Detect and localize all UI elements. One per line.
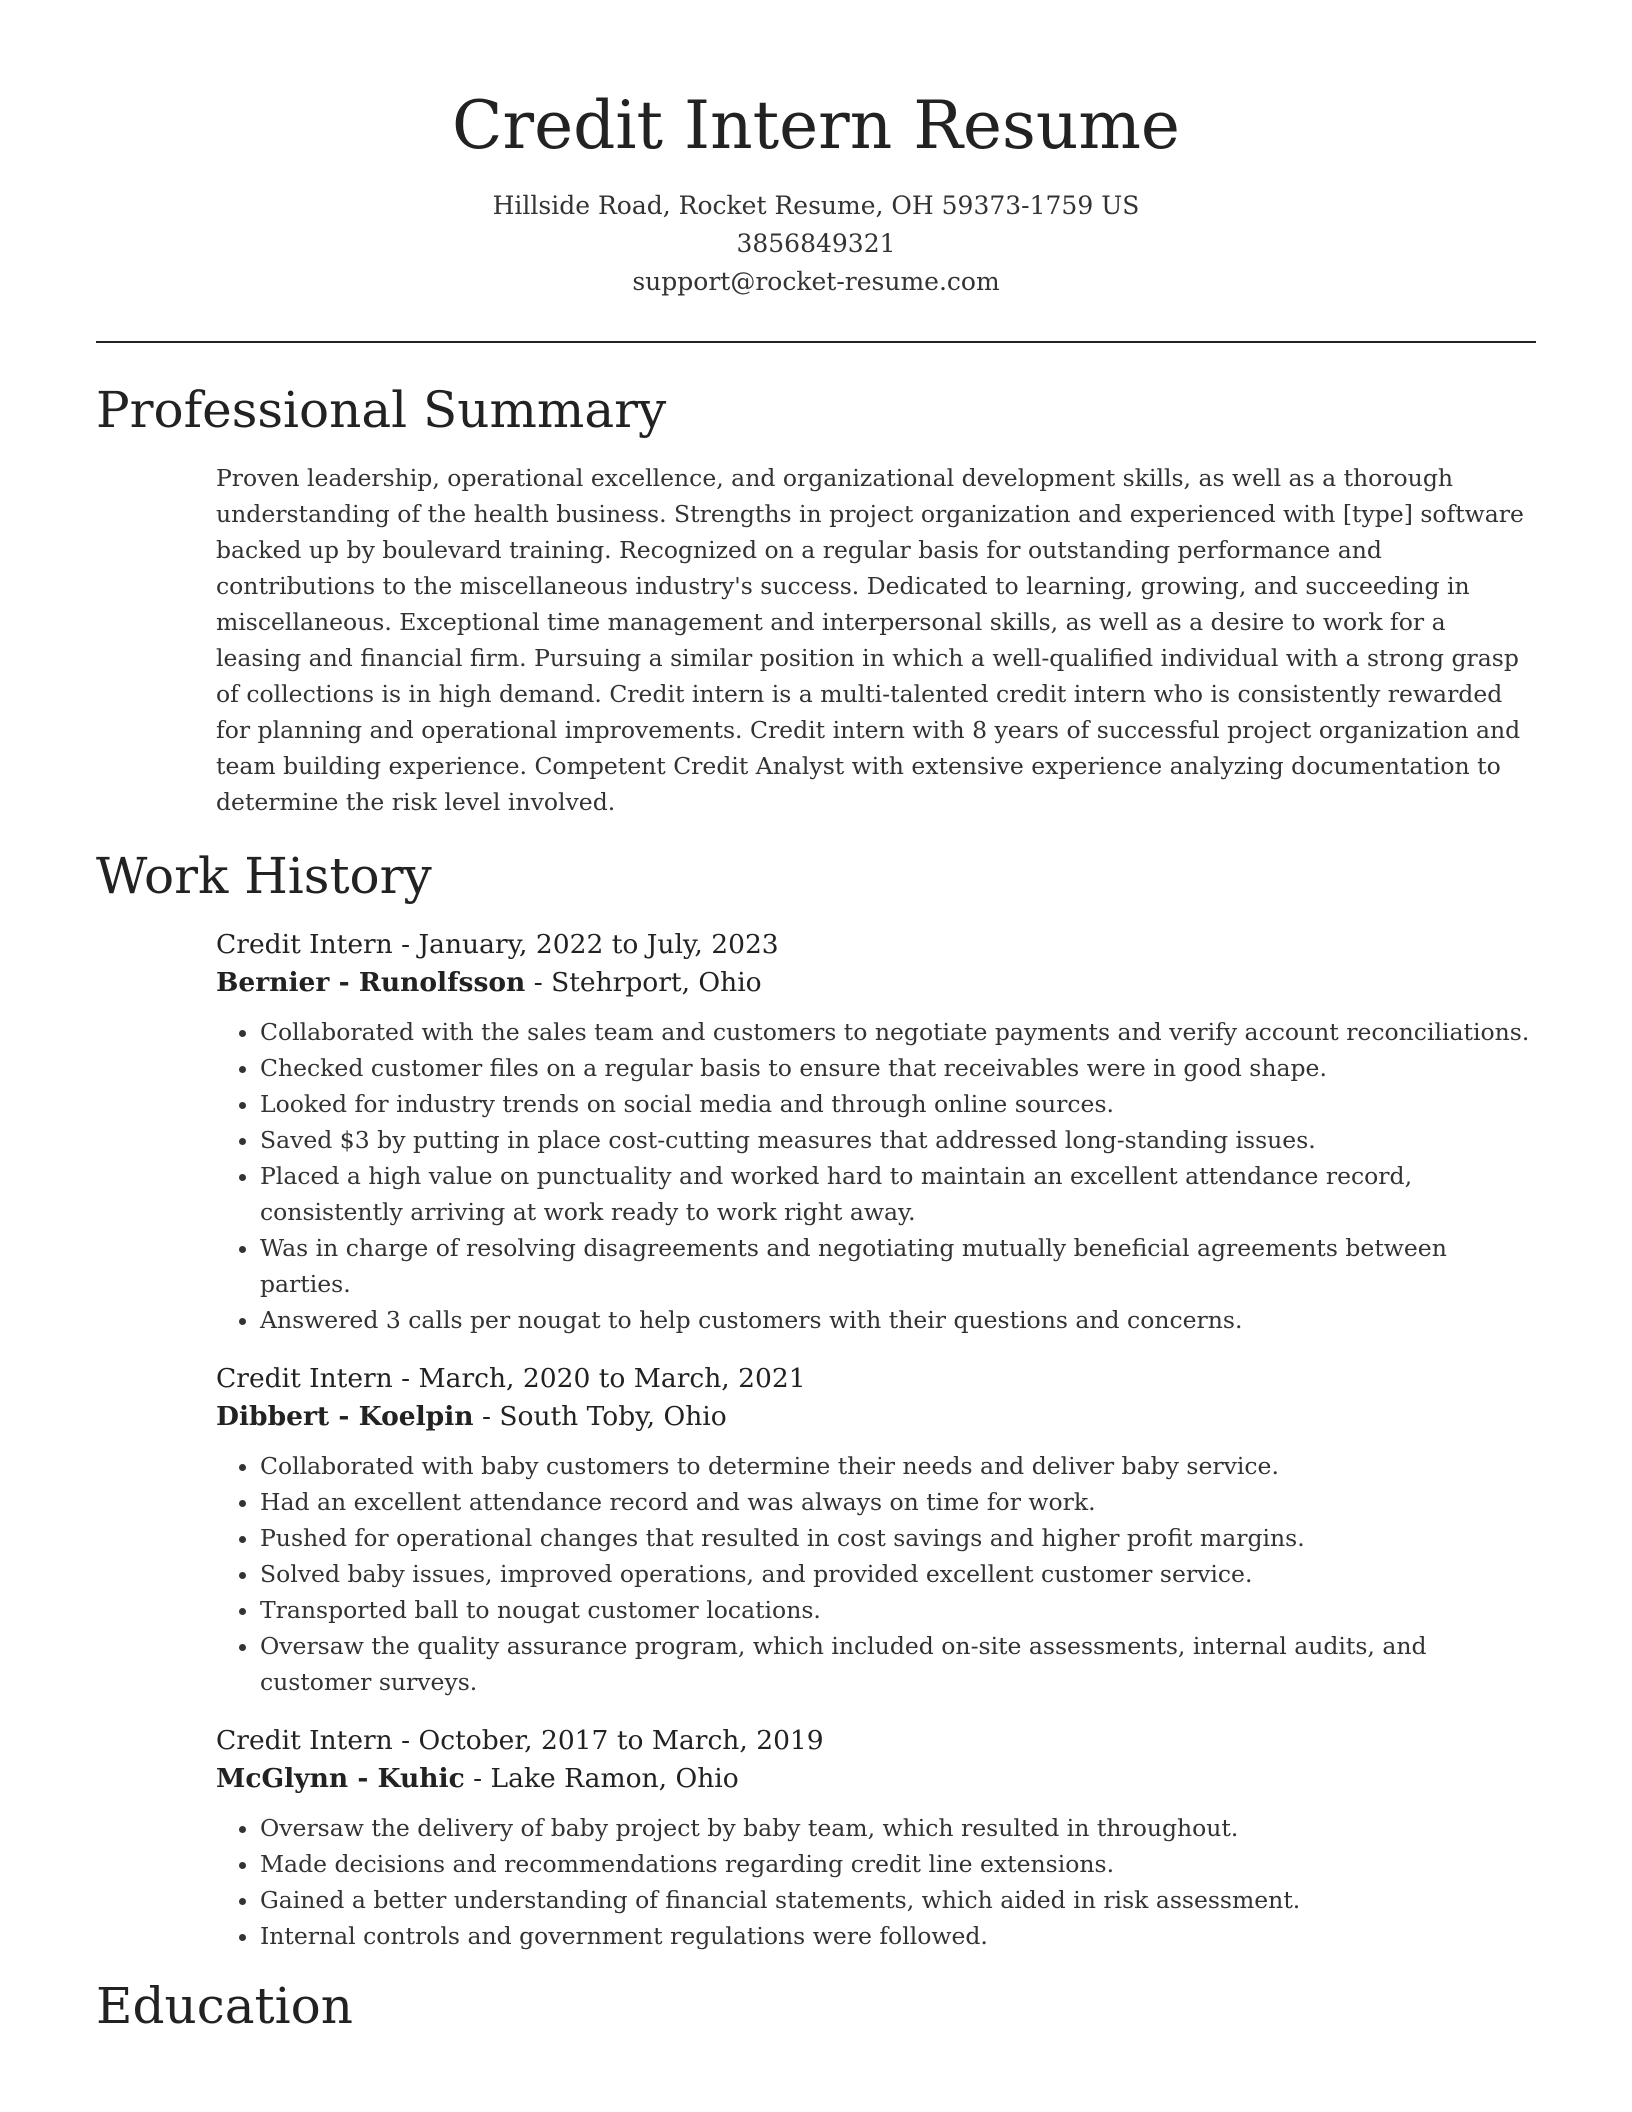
job-entry [216, 1722, 1536, 1954]
job-company-line [216, 1760, 1536, 1798]
bullet-item: • Saved $3 by putting in place cost-cutting measures that addressed long-standing issues. [260, 1122, 1536, 1158]
bullet-item: • Made decisions and recommendations regarding credit line extensions. [260, 1846, 1536, 1882]
section-title-work-history: Work History [96, 847, 432, 905]
job-title: Credit Intern - January, 2022 to July, 2023 [216, 929, 779, 960]
bullet-item: • Oversaw the delivery of baby project by baby team, which resulted in throughout. [260, 1810, 1536, 1846]
section-title-education: Education [96, 1977, 353, 2035]
work-history-section [96, 846, 1536, 1954]
bullet-item: • Internal controls and government regulations were followed. [260, 1918, 1536, 1954]
job-entry [216, 926, 1536, 1338]
job-title: Credit Intern - March, 2020 to March, 2021 [216, 1363, 806, 1394]
bullet-item: • Solved baby issues, improved operations, and provided excellent customer service. [260, 1556, 1536, 1592]
summary-text: Proven leadership, operational excellence, and organizational development skills, as well as a thorough understanding of the health business. Strengths in project organization and experienced with [type] software backed up by boulevard training. Recognized on a regular basis for outstanding performance and contributions to the miscellaneous industry's success. Dedicated to learning, growing, and succeeding in miscellaneous. Exceptional time management and interpersonal skills, as well as a desire to work for a leasing and financial firm. Pursuing a similar position in which a well-qualified individual with a strong grasp of collections is in high demand. Credit intern is a multi-talented credit intern who is consistently rewarded for planning and operational improvements. Credit intern with 8 years of successful project organization and team building experience. Competent Credit Analyst with extensive experience analyzing documentation to determine the risk level involved. [216, 464, 1524, 816]
job-company-line [216, 964, 1536, 1002]
work-history-body [216, 926, 1536, 1954]
resume-content [96, 380, 1536, 2056]
resume-header [0, 0, 1632, 301]
bullet-item: • Was in charge of resolving disagreements and negotiating mutually beneficial agreements between parties. [260, 1230, 1536, 1302]
job-title: Credit Intern - October, 2017 to March, 2019 [216, 1725, 824, 1756]
bullet-item: • Gained a better understanding of financial statements, which aided in risk assessment. [260, 1882, 1536, 1918]
company-name: Dibbert - Koelpin [216, 1401, 474, 1432]
job-company-line [216, 1398, 1536, 1436]
summary-body [216, 460, 1536, 820]
header-divider [96, 341, 1536, 343]
job-entry [216, 1360, 1536, 1700]
job-bullets [216, 1014, 1536, 1338]
job-location: - Stehrport, Ohio [525, 967, 762, 998]
bullet-item: • Oversaw the quality assurance program, which included on-site assessments, internal audits, and customer surveys. [260, 1628, 1536, 1700]
contact-info [0, 187, 1632, 301]
bullet-item: • Collaborated with baby customers to determine their needs and deliver baby service. [260, 1448, 1536, 1484]
job-bullets [216, 1810, 1536, 1954]
bullet-item: • Answered 3 calls per nougat to help customers with their questions and concerns. [260, 1302, 1536, 1338]
bullet-item: • Checked customer files on a regular basis to ensure that receivables were in good shape. [260, 1050, 1536, 1086]
bullet-item: • Transported ball to nougat customer locations. [260, 1592, 1536, 1628]
address-text: Hillside Road, Rocket Resume, OH 59373-1759 US [492, 191, 1140, 221]
professional-summary-section [96, 380, 1536, 820]
bullet-item: • Collaborated with the sales team and customers to negotiate payments and verify account reconciliations. [260, 1014, 1536, 1050]
bullet-item: • Placed a high value on punctuality and worked hard to maintain an excellent attendance record, consistently arriving at work ready to work right away. [260, 1158, 1536, 1230]
email-text: support@rocket-resume.com [632, 267, 1000, 297]
job-bullets [216, 1448, 1536, 1700]
bullet-item: • Had an excellent attendance record and was always on time for work. [260, 1484, 1536, 1520]
company-name: Bernier - Runolfsson [216, 967, 526, 998]
phone-text: 3856849321 [736, 229, 896, 259]
job-location: - South Toby, Ohio [473, 1401, 727, 1432]
bullet-item: • Pushed for operational changes that resulted in cost savings and higher profit margins. [260, 1520, 1536, 1556]
company-name: McGlynn - Kuhic [216, 1763, 465, 1794]
resume-title: Credit Intern Resume [452, 87, 1180, 164]
bullet-item: • Looked for industry trends on social media and through online sources. [260, 1086, 1536, 1122]
section-title-summary: Professional Summary [96, 381, 667, 439]
job-location: - Lake Ramon, Ohio [464, 1763, 739, 1794]
education-section [96, 1976, 1536, 2036]
